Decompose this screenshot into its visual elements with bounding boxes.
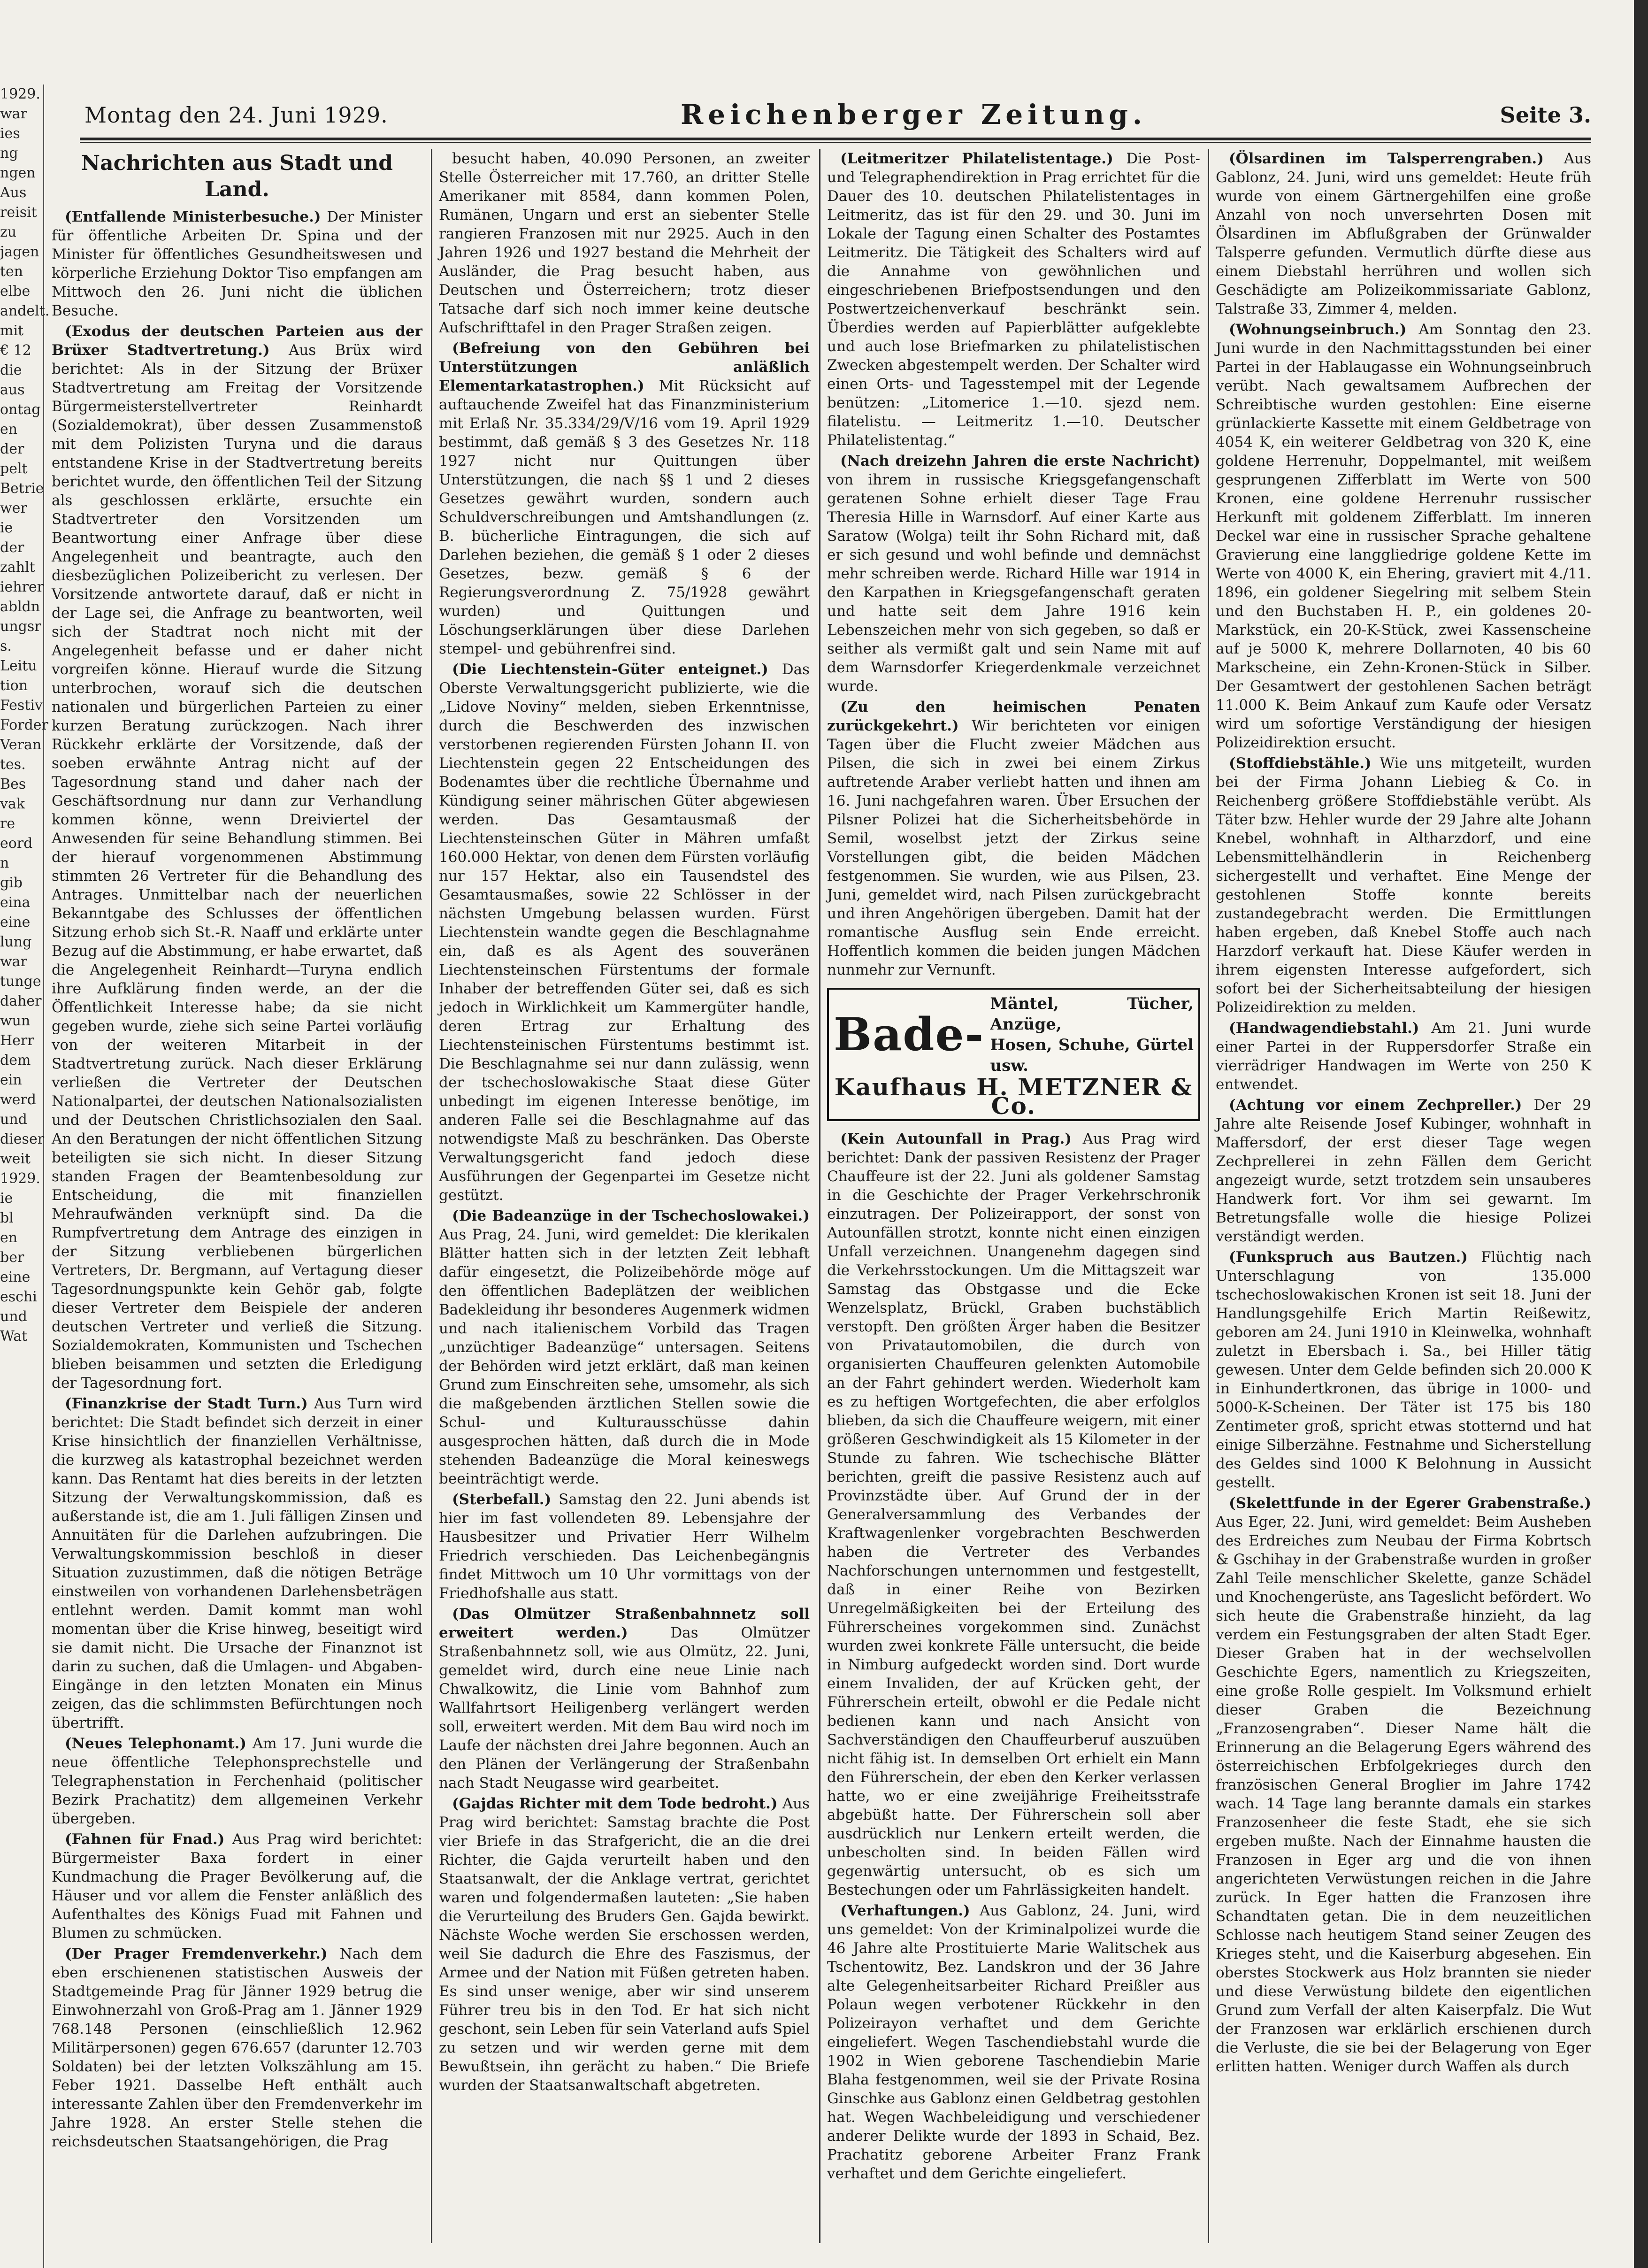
strip-fragment: eina (0, 894, 31, 911)
strip-fragment: 1929. (0, 86, 40, 102)
article-heading: (Funkspruch aus Bautzen.) (1229, 1249, 1468, 1266)
section-heading: Nachrichten aus Stadt und Land. (81, 151, 393, 201)
article-body: Flüchtig nach Unterschlagung von 135.000 tschechoslowakischen Kronen ist seit 18. Juni der Handlungsgehilfe Erich Martin Reißewitz, geboren am 24. Juni 1910 in Kleinwelka, wohnhaft zuletzt in Ebersbach i. Sa., bei Hiller tätig gewesen. Unter dem Gelde befinden sich 20.000 K in Einhundertkronen, das übrige in 1000- und 5000-K-Scheinen. Der Täter ist 175 bis 180 Zentimeter groß, spricht etwas stotternd und hat einige Silberzähne. Festnahme und Sicherstellung des Geldes sind 1000 K Belohnung in Aussicht gestellt. (1216, 1249, 1591, 1491)
strip-fragment: reisit (0, 204, 37, 221)
ad-line: Mäntel, Tücher, Anzüge, (990, 994, 1194, 1034)
strip-fragment: pelt (0, 461, 28, 477)
article (1216, 754, 1591, 1017)
article (52, 1394, 422, 1732)
article-heading: (Befreiung von den Gebühren bei Unterstützungen anläßlich Elementarkatastrophen.) (439, 340, 810, 394)
strip-fragment: en (0, 1230, 18, 1246)
strip-fragment: ber (0, 1249, 24, 1266)
strip-fragment: Veran (0, 737, 42, 753)
article (439, 1490, 810, 1603)
strip-fragment: jagen (0, 244, 39, 260)
strip-fragment: elbe (0, 283, 31, 300)
strip-fragment: dieser (0, 1131, 45, 1147)
article-heading: (Gajdas Richter mit dem Tode bedroht.) (452, 1795, 778, 1812)
strip-fragment: wun (0, 1013, 31, 1029)
strip-fragment: mit (0, 323, 24, 339)
strip-fragment: abldn (0, 599, 40, 615)
strip-fragment: die (0, 362, 22, 378)
strip-fragment: s. (0, 638, 12, 654)
strip-fragment: Betrie (0, 480, 44, 497)
strip-fragment: ontag (0, 401, 41, 418)
article (52, 1734, 422, 1828)
article (52, 208, 422, 320)
strip-fragment: daher (0, 993, 42, 1009)
article-heading: (Wohnungseinbruch.) (1229, 321, 1407, 338)
article-body: Wie uns mitgeteilt, wurden bei der Firma Johann Liebieg & Co. in Reichenberg größere Stoffdiebstähle verübt. Als Täter bzw. Hehler wurde der 29 Jahre alte Johann Knebel, wohnhaft in Altharzdorf, und eine Lebensmittelhändlerin in Reichenberg sichergestellt und verhaftet. Eine Menge der gestohlenen Stoffe konnte bereits zustandegebracht werden. Die Ermittlungen haben ergeben, daß Knebel Stoffe auch nach Harzdorf verkauft hat. Diese Käufer werden in ihrem eigensten Interesse aufgefordert, sich sofort bei der Sicherheitsabteilung der hiesigen Polizeidirektion zu melden. (1216, 755, 1591, 1016)
strip-fragment: eschi (0, 1289, 37, 1305)
article (1216, 1019, 1591, 1094)
strip-fragment: weit (0, 1151, 31, 1167)
article (827, 452, 1200, 696)
article-body: Aus Gablonz, 24. Juni, wird uns gemeldet: Heute früh wurde von einem Gärtnergehilfen eine große Anzahl von noch unversehrten Dosen mit Ölsardinen im Abflußgraben der Grünwalder Talsperre gefunden. Vermutlich dürfte diese aus einem Diebstahl herrühren und wollen sich Geschädigte am Polizeikommissariate Gablonz, Talstraße 33, Zimmer 4, melden. (1216, 150, 1591, 317)
strip-fragment: ie (0, 520, 13, 536)
strip-fragment: ein (0, 1072, 22, 1088)
article (439, 149, 810, 337)
article (52, 1830, 422, 1943)
article-heading: (Das Olmützer Straßenbahnnetz soll erweitert werden.) (439, 1606, 810, 1641)
column-4 (1216, 149, 1591, 2243)
strip-fragment: und (0, 1111, 27, 1128)
column-divider (431, 149, 432, 2243)
strip-fragment: eord (0, 835, 33, 852)
strip-fragment: tion (0, 677, 28, 694)
article (827, 1901, 1200, 2183)
strip-fragment: Aus (0, 185, 27, 201)
article-body: Aus Eger, 22. Juni, wird gemeldet: Beim Ausheben des Erdreiches zum Neubau der Firma Kobrtsch & Gschihay in der Grabenstraße wurden in großer Zahl Teile menschlicher Skelette, ganze Schädel und Knochengerüste, ans Tageslicht befördert. Wo sich heute die Grabenstraße hinzieht, da lag verdem ein Festungsgraben der alten Stadt Eger. Dieser Graben hat in der wechselvollen Geschichte Egers, namentlich zu Kriegszeiten, eine große Rolle gespielt. Im Volksmund erhielt dieser Graben die Bezeichnung „Franzosengraben“. Dieser Name hält die Erinnerung an die Belagerung Egers während des österreichischen Erbfolgekrieges durch den französischen General Broglier im Jahre 1742 wach. 14 Tage lang berannte damals ein starkes Franzosenheer die feste Stadt, ehe sie sich ergeben mußte. Nach der Einnahme hausten die Franzosen in Eger arg und die von ihnen angerichteten Verwüstungen reichen in die Jahre zurück. In Eger hatten die Franzosen ihre Schandtaten getan. Die in dem neuzeitlichen Schlosse nach heutigem Stand seiner Zeugen des Krieges steht, und die Kaiserburg abgesehen. Ein oberstes Stockwerk aus Holz brannten sie nieder und diese Verwüstung bildete den eigentlichen Grund zum Verfall der alten Kaiserpfalz. Die Wut der Franzosen war erklärlich erschienen durch die Verluste, die sie bei der Belagerung von Eger erlitten hatten. Weniger durch Waffen als durch (1216, 1514, 1591, 2075)
article-heading: (Sterbefall.) (452, 1491, 552, 1508)
strip-fragment: gib (0, 875, 23, 891)
strip-fragment: war (0, 106, 27, 122)
strip-fragment: ie (0, 1190, 13, 1207)
article (439, 1605, 810, 1792)
article-body: Am 17. Juni wurde die neue öffentliche Telephonsprechstelle und Telegraphenstation in Ferchenhaid (politischer Bezirk Prachatitz) dem allgemeinen Verkehr übergeben. (52, 1735, 422, 1827)
article (827, 149, 1200, 450)
article (1216, 1494, 1591, 2076)
article-heading: (Zu den heimischen Penaten zurückgekehrt.) (827, 699, 1200, 734)
strip-fragment: re (0, 815, 15, 832)
strip-fragment: € 12 (0, 342, 31, 359)
article (52, 322, 422, 1392)
article (827, 1130, 1200, 1899)
article-body: Nach dem eben erschienenen statistischen Ausweis der Stadtgemeinde Prag für Jänner 1929 betrug die Einwohnerzahl von Groß-Prag am 1. Jänner 1929 768.148 Personen (einschließlich 12.962 Militärpersonen) gegen 676.657 (darunter 12.703 Soldaten) bei der letzten Volkszählung am 15. Feber 1921. Dasselbe Heft enthält auch interessante Zahlen über den Fremdenverkehr im Jahre 1928. An erster Stelle stehen die reichsdeutschen Staatsangehörigen, die Prag (52, 1945, 423, 2150)
article-body: Mit Rücksicht auf auftauchende Zweifel hat das Finanzministerium mit Erlaß Nr. 35.334/29/V/16 vom 19. April 1929 bestimmt, daß gemäß § 3 des Gesetzes Nr. 118 1927 nicht nur Quittungen über Unterstützungen, die nach §§ 1 und 2 dieses Gesetzes gewährt wurden, sondern auch Schuldverschreibungen und Amtshandlungen (z. B. bücherliche Eintragungen, die sich auf Darlehen beziehen, die gemäß § 1 oder 2 dieses Gesetzes, bezw. gemäß § 6 der Regierungsverordnung Z. 75/1928 gewährt wurden) und Quittungen und Löschungserklärungen über diese Darlehen stempel- und gebührenfrei sind. (439, 377, 810, 657)
strip-fragment: eine (0, 914, 31, 930)
strip-fragment: ten (0, 263, 23, 280)
article-body: Aus Gablonz, 24. Juni, wird uns gemeldet: Von der Kriminalpolizei wurde die 46 Jahre alte Prostituierte Marie Walitschek aus Tschentowitz, Bez. Landskron und der 36 Jahre alte Gelegenheitsarbeiter Richard Preißler aus Polaun wegen verbotener Rückkehr in den Polizeirayon verhaftet und dem Gerichte eingeliefert. Wegen Taschendiebstahl wurde die 1902 in Wien geborene Taschendiebin Marie Blaha festgenommen, weil sie der Private Rosina Ginschke aus Gablonz einen Geldbetrag gestohlen hat. Wegen Wachbeleidigung und verschiedener anderer Delikte wurde der 1893 in Schaid, Bez. Prachatitz geborene Arbeiter Franz Frank verhaftet und dem Gerichte eingeliefert. (827, 1902, 1200, 2182)
strip-fragment: andelt. (0, 303, 50, 319)
strip-fragment: Wat (0, 1328, 28, 1345)
article-body: Aus Brüx wird berichtet: Als in der Sitzung der Brüxer Stadtvertretung am Freitag der Vorsitzende Bürgermeisterstellvertreter Reinhardt (Sozialdemokrat), über dessen Zusammenstoß mit dem Polizisten Turyna und die daraus entstandene Krise in der Stadtvertretung bereits berichtet wurde, den öffentlichen Teil der Sitzung als geschlossen erklärte, ersuchte ein Stadtvertreter den Vorsitzenden um Beantwortung einer Anfrage über diese Angelegenheit und beantragte, auch den diesbezüglichen Polizeibericht zu verlesen. Der Vorsitzende antwortete darauf, daß er nicht in der Lage sei, die Anfrage zu beantworten, weil sich der Stadtrat noch nicht mit der Angelegenheit befasse und er daher nicht vorgreifen könne. Hierauf wurde die Sitzung unterbrochen, worauf sich die deutschen nationalen und bürgerlichen Parteien zu einer kurzen Beratung zurückzogen. Nach ihrer Rückkehr erklärte der Vorsitzende, daß der soeben erwähnte Antrag nicht auf der Tagesordnung stand und daher nach der Geschäftsordnung nur dann zur Verhandlung kommen könne, wenn Dreiviertel der Anwesenden für seine Behandlung stimmen. Bei der hierauf vorgenommenen Abstimmung stimmten 26 Vertreter für die Behandlung des Antrages. Unmittelbar nach der neuerlichen Bekanntgabe des Schlusses der öffentlichen Sitzung erhob sich St.-R. Naaff und erklärte unter Bezug auf die Abstimmung, er habe erwartet, daß die Angelegenheit Reinhardt—Turyna endlich ihre Aufklärung finden werde, an der die Öffentlichkeit Interesse habe; da sie nicht gegeben wurde, ziehe sich seine Partei vorläufig von der weiteren Mitarbeit in der Stadtvertretung zurück. Nach dieser Erklärung verließen die Vertreter der Deutschen Nationalpartei, der deutschen Nationalsozialisten und der Deutschen Christlichsozialen den Saal. An den Beratungen der nicht öffentlichen Sitzung beteiligten sie sich nicht. In dieser Sitzung standen Fragen der Beamtenbesoldung zur Entscheidung, die mit finanziellen Mehraufwänden verknüpft sind. Da die Rumpfvertretung dem Antrage des einzigen in der Sitzung verbliebenen bürgerlichen Vertreters, Dr. Bergmann, auf Vertagung dieser Tagesordnungspunkte kein Gehör gab, folgte dieser Vertreter dem Beispiele der anderen deutschen Vertreter und verließ die Sitzung. Sozialdemokraten, Kommunisten und Tschechen blieben beisammen und setzten die Erledigung der Tagesordnung fort. (52, 342, 422, 1392)
article-body: Das Olmützer Straßenbahnnetz soll, wie aus Olmütz, 22. Juni, gemeldet wird, durch eine neue Linie nach Chwalkowitz, die Linie vom Bahnhof zum Wallfahrtsort Heiligenberg verlängert werden soll, erweitert werden. Mit dem Bau wird noch im Laufe der nächsten drei Jahre begonnen. Auch an den Plänen der Verlängerung der Straßenbahn nach Stadt Neugasse wird gearbeitet. (439, 1624, 810, 1791)
article-body: Der Minister für öffentliche Arbeiten Dr. Spina und der Minister für öffentliches Gesundheitswesen und körperliche Erziehung Doktor Tiso empfangen am Mittwoch den 26. Juni nicht die üblichen Besuche. (52, 208, 422, 319)
strip-fragment: war (0, 953, 27, 970)
column-2 (439, 149, 810, 2243)
column-1 (52, 149, 422, 2243)
header-rule (80, 138, 1591, 140)
article-heading: (Die Badeanzüge in der Tschechoslowakei.) (452, 1207, 810, 1224)
strip-fragment: dem (0, 1052, 31, 1069)
article (827, 698, 1200, 979)
strip-fragment: aus (0, 382, 25, 398)
article-body: Das Oberste Verwaltungsgericht publizierte, wie die „Lidove Noviny“ melden, sieben Erkenntnisse, durch die Beschwerden des inzwischen verstorbenen regierenden Fürsten Johann II. von Liechtenstein gegen 22 Entscheidungen des Bodenamtes über die rechtliche Übernahme und Kündigung seiner mährischen Güter abgewiesen werden. Das Gesamtausmaß der Liechtensteinschen Güter in Mähren umfaßt 160.000 Hektar, von denen dem Fürsten vorläufig nur 157 Hektar, also ein Tausendstel des Gesamtausmaßes, sowie 22 Schlösser in der nächsten Umgebung belassen wurden. Fürst Liechtenstein wandte gegen die Beschlagnahme ein, daß es als Agent des souveränen Liechtensteinschen Fürstentums der formale Inhaber der betreffenden Güter sei, daß es sich jedoch in Wirklichkeit um Kammergüter handle, deren Ertrag zur Erhaltung des Liechtensteinischen Fürstentums bestimmt ist. Die Beschlagnahme sei nur dann zulässig, wenn der tschechoslowakische Staat diese Güter unbedingt im eigenen Interesse benötige, im anderen Falle sei die Beschlagnahme auf das notwendigste Maß zu beschränken. Das Oberste Verwaltungsgericht fand jedoch diese Ausführungen der Gegenpartei im Gesetze nicht gestützt. (439, 661, 810, 1204)
article-body: Aus Turn wird berichtet: Die Stadt befindet sich derzeit in einer Krise hinsichtlich der finanziellen Verhältnisse, die kurzweg als katastrophal bezeichnet werden kann. Das Rentamt hat dies bereits in der letzten Sitzung der Verwaltungskommission, daß es außerstande ist, die am 1. Juli fälligen Zinsen und Annuitäten für die Darlehen aufzubringen. Die Verwaltungskommission beschloß in dieser Situation zuzustimmen, daß die nötigen Beträge einstweilen von vorhandenen Darlehensbeträgen entlehnt werden. Damit kommt man wohl momentan über die Krise hinweg, beseitigt wird sie damit nicht. Die Ursache der Finanznot ist darin zu suchen, daß die Umlagen- und Abgaben-Eingänge in den letzten Monaten ein Minus zeigen, das die schlimmsten Befürchtungen noch übertrifft. (52, 1395, 422, 1731)
strip-fragment: ngen (0, 165, 36, 181)
strip-fragment: iehrer (0, 579, 44, 595)
strip-fragment: Bes (0, 776, 26, 792)
article-body: Am 21. Juni wurde einer Partei in der Ruppersdorfer Straße ein vierrädriger Handwagen im Werte von 250 K entwendet. (1216, 1020, 1591, 1093)
strip-fragment: tunge (0, 973, 41, 990)
issue-date: Montag den 24. Juni 1929. (84, 102, 388, 128)
ad-store-name: Kaufhaus H. METZNER & Co. (834, 1073, 1193, 1120)
strip-fragment: der (0, 441, 24, 457)
strip-fragment: zu (0, 224, 17, 240)
strip-fragment: der (0, 539, 24, 556)
strip-fragment: ng (0, 145, 18, 161)
page-edge (1634, 0, 1648, 2268)
article-heading: (Ölsardinen im Talsperrengraben.) (1229, 150, 1544, 167)
column-divider (1208, 149, 1209, 2243)
article-body: Aus Prag, 24. Juni, wird gemeldet: Die klerikalen Blätter hatten sich in der letzten Zeit lebhaft dafür eingesetzt, die Polizeibehörde möge auf den öffentlichen Badeplätzen der weiblichen Badekleidung ihr besonderes Augenmerk widmen und nach italienischem Vorbild das Tragen „unzüchtiger Badeanzüge“ untersagen. Seitens der Behörden wird jetzt erklärt, daß man keinen Grund zum Einschreiten sehe, umsomehr, als sich die maßgebenden ärztlichen Stellen sowie die Schul- und Kulturausschüsse dahin ausgesprochen hätten, daß durch die in Mode stehenden Badeanzüge die Moral keineswegs beeinträchtigt werde. (439, 1226, 810, 1487)
strip-fragment: en (0, 421, 18, 438)
article-heading: (Stoffdiebstähle.) (1229, 755, 1372, 772)
column-3 (827, 149, 1200, 2243)
article-heading: (Kein Autounfall in Prag.) (840, 1130, 1072, 1147)
strip-fragment: lung (0, 934, 32, 950)
article-heading: (Die Liechtenstein-Güter enteignet.) (452, 661, 768, 678)
strip-fragment: zahlt (0, 559, 35, 576)
page-number: Seite 3. (1500, 102, 1591, 128)
article-heading: (Leitmeritzer Philatelistentage.) (840, 150, 1113, 167)
article-body: Aus Prag wird berichtet: Dank der passiven Resistenz der Prager Chauffeure ist der 22. Juni als goldener Samstag in die Geschichte der Prager Verkehrschronik einzutragen. Der Polizeirapport, der sonst von Autounfällen strotzt, konnte nicht einen einzigen Unfall verzeichnen. Unangenehm dagegen sind die Verkehrsstockungen. Um die Mittagszeit war Samstag das Obstgasse und die Ecke Wenzelsplatz, Brückl, Graben buchstäblich verstopft. Den größten Ärger haben die Besitzer von Privatautomobilen, die durch von organisierten Chauffeuren gelenkten Automobile an der Fahrt gehindert werden. Wiederholt kam es zu heftigen Wortgefechten, die aber erfolglos blieben, da sich die Chauffeure weigern, mit einer größeren Geschwindigkeit als 15 Kilometer in der Stunde zu fahren. Wie tschechische Blätter berichten, greift die passive Resistenz auch auf Provinzstädte über. Auf Grund der in der Generalversammlung des Verbandes der Kraftwagenlenker vorgebrachten Beschwerden haben die Vertreter des Verbandes Nachforschungen unternommen und festgestellt, daß in einer Reihe von Bezirken Unregelmäßigkeiten bei der Erteilung des Führerscheines vorgekommen sind. Zunächst wurden zwei konkrete Fälle untersucht, die beide in Nimburg aufgedeckt worden sind. Dort wurde einem Invaliden, der auf Krücken geht, der Führerschein erteilt, obwohl er die Pedale nicht bedienen kann und nach Ansicht von Sachverständigen den Chauffeurberuf auszuüben nicht fähig ist. In demselben Ort erhielt ein Mann den Führerschein, der eben den Kerker verlassen hatte, wo er eine zweijährige Freiheitsstrafe abgebüßt hatte. Der Führerschein soll aber ausdrücklich nur Lenkern erteilt werden, die unbescholten sind. In beiden Fällen wird gegenwärtig untersucht, ob es sich um Bestechungen oder um Fahrlässigkeiten handelt. (827, 1130, 1200, 1899)
strip-fragment: n (0, 855, 9, 871)
strip-fragment: werd (0, 1092, 36, 1108)
strip-fragment: ies (0, 125, 20, 142)
article-heading: (Achtung vor einem Zechpreller.) (1229, 1097, 1522, 1114)
article (439, 1794, 810, 2095)
article (1216, 320, 1591, 752)
article-heading: (Fahnen für Fnad.) (65, 1831, 225, 1848)
article-heading: (Finanzkrise der Stadt Turn.) (65, 1395, 308, 1412)
article (1216, 1096, 1591, 1246)
strip-fragment: eine (0, 1269, 31, 1285)
article (1216, 1248, 1591, 1492)
article-body: Aus Prag wird berichtet: Samstag brachte die Post vier Briefe in das Strafgericht, die an die drei Richter, die Gajda verurteilt haben und den Staatsanwalt, der die Anklage vertrat, gerichtet waren und folgendermaßen lauteten: „Sie haben die Verurteilung des Bruders Gen. Gajda bewirkt. Nächste Woche werden Sie erschossen werden, weil Sie dadurch die Ehre des Faszismus, der Armee und der Nation mit Füßen getreten haben. Es sind unser wenige, aber wir sind unserem Führer treu bis in den Tod. Er hat sich nicht geschont, sein Leben für sein Vaterland aufs Spiel zu setzen und wir werden gerne mit dem Bewußtsein, ihn gerächt zu haben.“ Die Briefe wurden der Staatsanwaltschaft abgetreten. (439, 1795, 810, 2094)
newspaper-title: Reichenberger Zeitung. (681, 99, 1147, 131)
article-body: Die Post- und Telegraphendirektion in Prag errichtet für die Dauer des 10. deutschen Philatelistentages in Leitmeritz, das ist für den 29. und 30. Juni im Lokale der Tagung einen Schalter des Postamtes Leitmeritz. Die Tätigkeit des Schalters wird auf die Annahme von gewöhnlichen und eingeschriebenen Briefpostsendungen und den Postwertzeichenverkauf beschränkt sein. Überdies werden auf Papierblätter aufgeklebte und auch lose Briefmarken zu philatelistischen Zwecken abgestempelt werden. Der Schalter wird einen Orts- und Tagesstempel mit der Legende benützen: „Litomerice 1.—10. sjezd nem. filatelistu. — Leitmeritz 1.—10. Deutscher Philatelistentag.“ (827, 150, 1200, 449)
article (439, 1207, 810, 1488)
advertisement (827, 988, 1200, 1121)
article (1216, 149, 1591, 318)
article-heading: (Verhaftungen.) (840, 1902, 970, 1919)
page-header (80, 99, 1591, 136)
article-heading: (Skelettfunde in der Egerer Grabenstraße.) (1229, 1495, 1591, 1512)
strip-fragment: und (0, 1308, 27, 1325)
strip-fragment: Leitu (0, 658, 37, 674)
column-divider (819, 149, 820, 2243)
ad-brand: Bade- (834, 1008, 985, 1061)
strip-fragment: Herr (0, 1032, 34, 1049)
strip-fragment: Festiv (0, 697, 43, 714)
article-body: von ihrem in russische Kriegsgefangenschaft geratenen Sohne erhielt dieser Tage Frau Theresia Hille in Warnsdorf. Auf einer Karte aus Saratow (Wolga) teilt ihr Sohn Richard mit, daß er sich gesund und wohl befinde und demnächst mehr schreiben werde. Richard Hille war 1914 in den Karpathen in Kriegsgefangenschaft geraten und hatte seit dem Jahre 1916 kein Lebenszeichen mehr von sich gegeben, so daß er seither als vermißt galt und sein Name mit auf dem Warnsdorfer Kriegerdenkmale verzeichnet wurde. (827, 471, 1200, 695)
strip-fragment: 1929. (0, 1170, 40, 1187)
article-heading: (Exodus der deutschen Parteien aus der Brüxer Stadtvertretung.) (52, 323, 422, 359)
strip-fragment: Forder (0, 717, 48, 733)
article-body: Samstag den 22. Juni abends ist hier im fast vollendeten 89. Lebensjahre der Hausbesitzer und Privatier Herr Wilhelm Friedrich verschieden. Das Leichenbegängnis findet Mittwoch um 10 Uhr vormittags von der Friedhofshalle aus statt. (439, 1491, 810, 1602)
strip-fragment: vak (0, 796, 25, 812)
article-heading: (Nach dreizehn Jahren die erste Nachricht) (840, 453, 1200, 469)
article-heading: (Neues Telephonamt.) (65, 1735, 247, 1752)
article (52, 1945, 422, 2151)
article-heading: (Der Prager Fremdenverkehr.) (65, 1945, 328, 1962)
article-body: Der 29 Jahre alte Reisende Josef Kubinger, wohnhaft in Maffersdorf, der erst dieser Tage wegen Zechprellerei in zehn Fällen dem Gericht angezeigt wurde, setzt trotzdem sein unsauberes Handwerk fort. Vor ihm sei gewarnt. Im Betretungsfalle wolle die hiesige Polizei verständigt werden. (1216, 1097, 1592, 1245)
article-body: Am Sonntag den 23. Juni wurde in den Nachmittagsstunden bei einer Partei in der Hablaugasse ein Wohnungseinbruch verübt. Nach gewaltsamem Aufbrechen der Schreibtische wurden gestohlen: Eine eiserne grünlackierte Kassette mit einem Geldbetrage von 4054 K, ein weiterer Geldbetrag von 320 K, eine goldene Herrenuhr, Doppelmantel, mit weißem gesprungenen Zifferblatt im Werte von 500 Kronen, eine goldene Herrenuhr russischer Herkunft mit goldenem Zifferblatt. Im inneren Deckel war eine in russischer Sprache gehaltene Gravierung eine langgliedrige goldene Kette im Werte von 4000 K, ein Ehering, graviert mit 4./11. 1896, ein goldener Siegelring mit selbem Stein und den Buchstaben H. P., ein goldenes 20-Markstück, ein 20-K-Stück, zwei Kassenscheine auf je 5000 K, mehrere Dollarnoten, 40 bis 60 Markscheine, ein Zehn-Kronen-Stück in Silber. Der Gesamtwert der gestohlenen Sachen beträgt 11.000 K. Beim Ankauf zum Kaufe oder Versatz wird um sofortige Verständigung der hiesigen Polizeidirektion ersucht. (1216, 321, 1592, 751)
ad-line: Hosen, Schuhe, Gürtel usw. (990, 1036, 1194, 1075)
strip-fragment: tes. (0, 756, 26, 773)
strip-fragment: bl (0, 1210, 14, 1226)
adjacent-page-strip (0, 85, 50, 2268)
article-body: Aus Prag wird berichtet: Bürgermeister Baxa fordert in einer Kundmachung die Prager Bevölkerung auf, die Häuser und vor allem die Fenster anläßlich des Aufenthaltes des Königs Fuad mit Fahnen und Blumen zu schmücken. (52, 1831, 422, 1942)
article (439, 660, 810, 1205)
article-body: besucht haben, 40.090 Personen, an zweiter Stelle Österreicher mit 17.760, an dritter Stelle Amerikaner mit 8584, dann kommen Polen, Rumänen, Ungarn und erst an siebenter Stelle rangieren Franzosen mit nur 2925. Auch in den Jahren 1926 und 1927 bestand die Mehrheit der Ausländer, die Prag besucht haben, aus Deutschen und Österreichern; trotz dieser Tatsache darf sich noch immer keine deutsche Aufschrifttafel in den Prager Straßen zeigen. (439, 150, 810, 336)
strip-fragment: wer (0, 500, 27, 516)
article (439, 339, 810, 658)
strip-fragment: ungsr (0, 618, 41, 635)
header-rule-thin (80, 142, 1591, 143)
article-body: Wir berichteten vor einigen Tagen über die Flucht zweier Mädchen aus Pilsen, die sich in zwei bei einem Zirkus auftretende Araber verliebt hatten und ihnen am 16. Juni nachgefahren waren. Über Ersuchen der Pilsner Polizei hat die Sicherheitsbehörde in Semil, woselbst jetzt der Zirkus seine Vorstellungen gibt, die beiden Mädchen festgenommen. Sie wurden, wie aus Pilsen, 23. Juni, gemeldet wird, nach Pilsen zurückgebracht und ihren Angehörigen übergeben. Damit hat der romantische Ausflug sein Ende erreicht. Hoffentlich kommen die beiden jungen Mädchen nunmehr zur Vernunft. (827, 717, 1200, 978)
article-heading: (Entfallende Ministerbesuche.) (65, 208, 321, 225)
article-heading: (Handwagendiebstahl.) (1229, 1020, 1419, 1037)
